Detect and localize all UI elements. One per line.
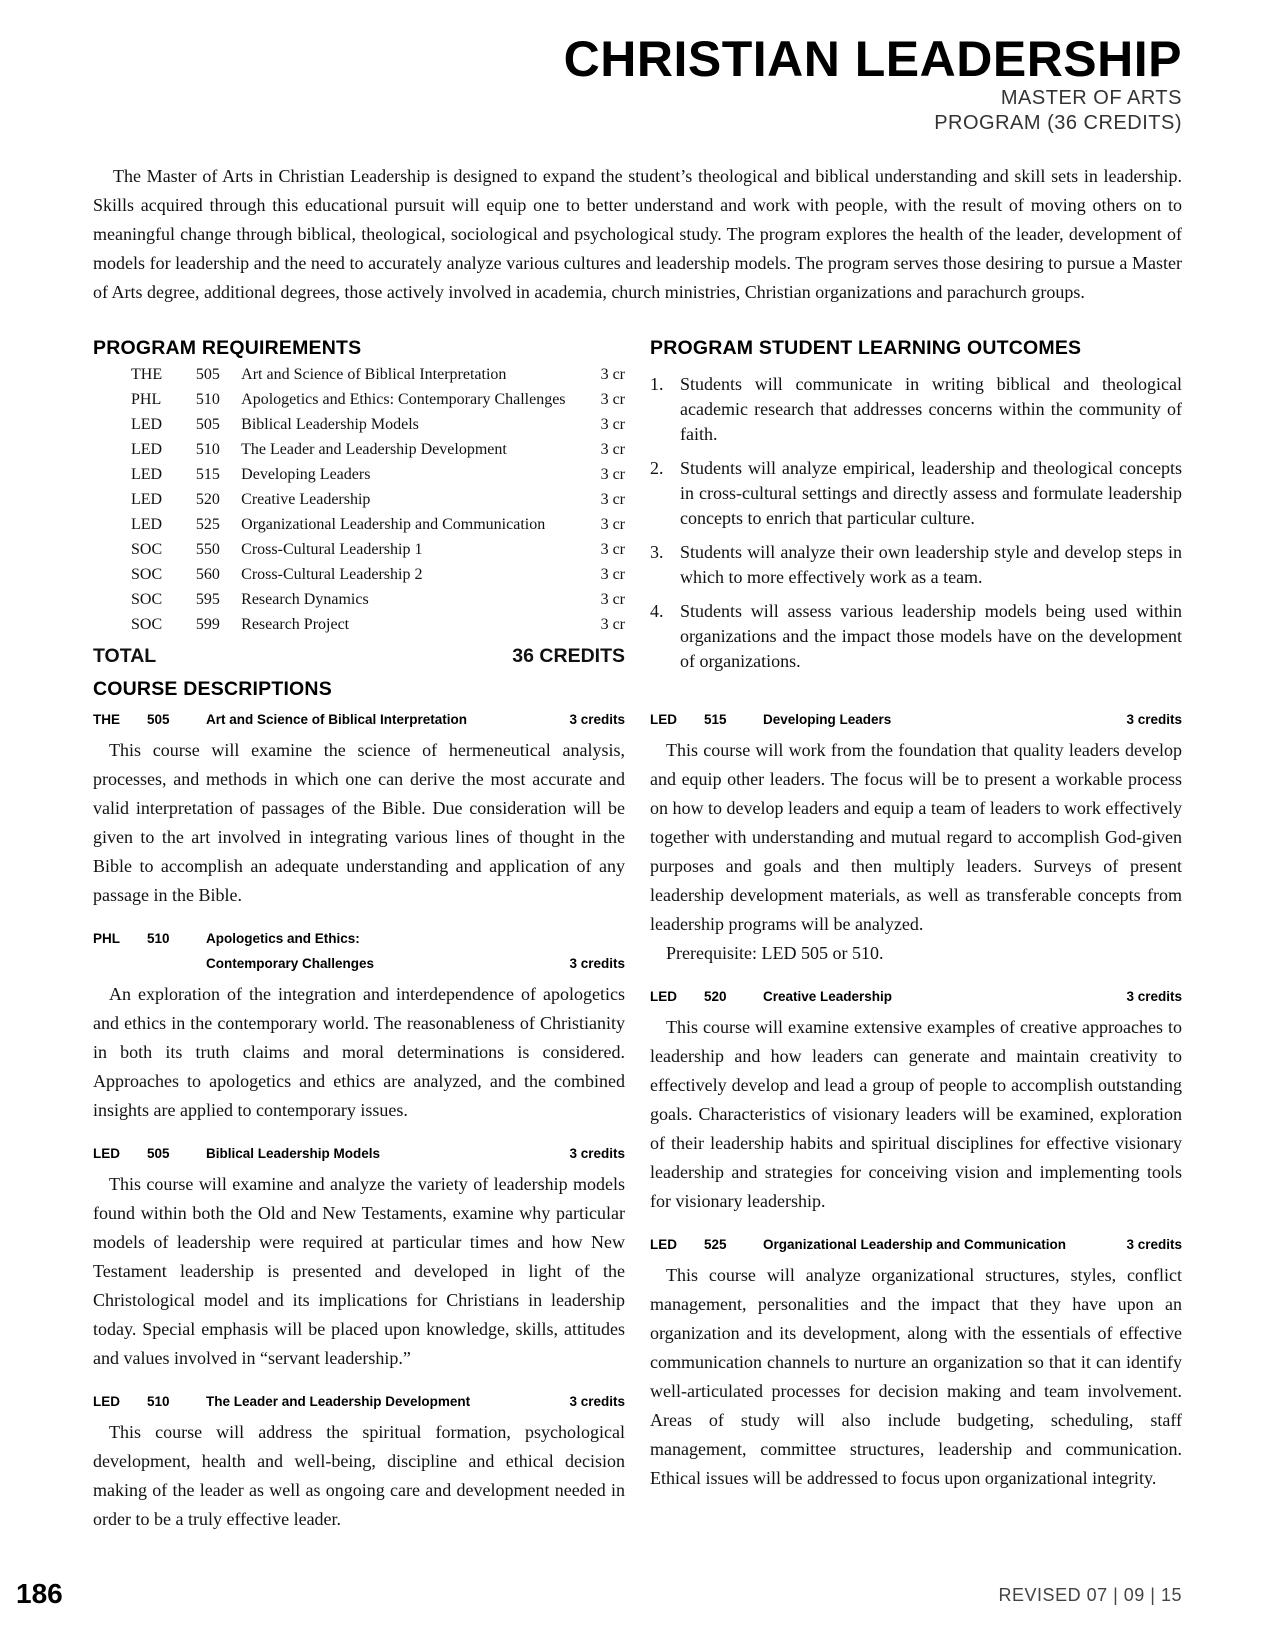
- course-prefix: LED: [650, 712, 677, 727]
- outcome-text: Students will communicate in writing biblical and theological academic research that addresses concerns within the community of faith.: [680, 374, 1182, 444]
- course-descriptions-heading: COURSE DESCRIPTIONS: [93, 678, 332, 700]
- course-description: This course will examine extensive examples of creative approaches to leadership and how leaders can generate and maintain creativity to effectively develop and lead a group of people to accomplish outstanding goals. Characteristics of visionary leaders will be examined, exploration of their leadership habits and spiritual disciplines for effective visionary leadership and strategies for conceiving vision and implementing tools for visionary leadership.: [650, 1017, 1182, 1211]
- requirement-row: [131, 537, 625, 562]
- course-number: 595: [195, 590, 220, 608]
- outcomes-list: [650, 372, 1182, 674]
- course-number: 515: [704, 712, 727, 727]
- course-number: 510: [147, 1394, 170, 1409]
- requirement-row: [131, 562, 625, 587]
- course-title: Biblical Leadership Models: [241, 415, 419, 433]
- course-number: 525: [704, 1237, 727, 1252]
- course-descriptions-right: [650, 707, 1182, 1509]
- program-requirements-section: [93, 336, 625, 668]
- course-prefix: LED: [93, 1394, 120, 1409]
- course-number: 510: [147, 931, 170, 946]
- course-credits: 3 credits: [1126, 1237, 1182, 1252]
- outcome-item: [650, 372, 1182, 447]
- total-value: 36 CREDITS: [512, 645, 625, 667]
- course-prefix: LED: [131, 440, 163, 458]
- course-header: [93, 926, 625, 951]
- course-prefix: SOC: [131, 590, 163, 608]
- course-prefix: SOC: [131, 565, 163, 583]
- course-number: 515: [195, 465, 220, 483]
- course-block: [93, 1141, 625, 1373]
- total-row: [93, 645, 625, 668]
- course-title: Organizational Leadership and Communication: [763, 1237, 1067, 1252]
- outcome-item: [650, 599, 1182, 674]
- learning-outcomes-heading: PROGRAM STUDENT LEARNING OUTCOMES: [650, 337, 1082, 359]
- course-header-continued: [93, 951, 625, 976]
- course-prefix: SOC: [131, 615, 163, 633]
- course-header: [650, 707, 1182, 732]
- course-credits: 3 cr: [600, 590, 625, 608]
- course-block: [93, 926, 625, 1125]
- outcome-text: Students will analyze empirical, leadership and theological concepts in cross-cultural settings and directly assess and formulate leadership concepts to enrich that particular culture.: [680, 458, 1182, 528]
- course-description: This course will examine and analyze the variety of leadership models found within both the Old and New Testaments, examine why particular models of leadership were required at particular times and how New Testament leadership is presented and developed in light of the Christological model and its implications for Christians in leadership today. Special emphasis will be placed upon knowledge, skills, attitudes and values involved in “servant leadership.”: [93, 1174, 625, 1368]
- course-title: Art and Science of Biblical Interpretation: [241, 365, 507, 383]
- course-title-continued: Contemporary Challenges: [206, 956, 375, 971]
- course-prefix: LED: [131, 515, 163, 533]
- course-block: [650, 1232, 1182, 1493]
- course-prefix: THE: [93, 712, 120, 727]
- requirement-row: [131, 412, 625, 437]
- course-title: Cross-Cultural Leadership 2: [241, 565, 423, 583]
- course-prefix: THE: [131, 365, 163, 383]
- outcome-number: 4.: [650, 601, 664, 621]
- course-credits: 3 cr: [600, 440, 625, 458]
- course-number: 560: [195, 565, 220, 583]
- course-description: An exploration of the integration and interdependence of apologetics and ethics in the contemporary world. The reasonableness of Christianity in both its truth claims and moral determinations is considered. Approaches to apologetics and ethics are analyzed, and the combined insights are applied to contemporary issues.: [93, 984, 625, 1120]
- requirement-row: [131, 462, 625, 487]
- course-prefix: LED: [650, 989, 677, 1004]
- course-credits: 3 credits: [569, 956, 625, 971]
- course-prefix: PHL: [93, 931, 120, 946]
- course-credits: 3 credits: [569, 1394, 625, 1409]
- requirement-row: [131, 437, 625, 462]
- spacer: [93, 951, 147, 976]
- course-block: [93, 707, 625, 910]
- requirement-row: [131, 587, 625, 612]
- outcome-number: 2.: [650, 458, 664, 478]
- course-number: 505: [195, 365, 220, 383]
- requirements-table: [131, 362, 625, 637]
- page-number: 186: [16, 1578, 63, 1609]
- course-prefix: SOC: [131, 540, 163, 558]
- revised-date: REVISED 07 | 09 | 15: [998, 1585, 1182, 1605]
- course-prefix: PHL: [131, 390, 162, 408]
- course-credits: 3 cr: [600, 465, 625, 483]
- course-credits: 3 credits: [569, 712, 625, 727]
- program-requirements-heading: PROGRAM REQUIREMENTS: [93, 337, 362, 359]
- requirement-row: [131, 387, 625, 412]
- course-header: [93, 1389, 625, 1414]
- course-title: Art and Science of Biblical Interpretation: [206, 712, 468, 727]
- course-credits: 3 cr: [600, 365, 625, 383]
- degree-subtitle: MASTER OF ARTS: [1000, 87, 1182, 109]
- course-title: Biblical Leadership Models: [206, 1146, 381, 1161]
- course-credits: 3 cr: [600, 415, 625, 433]
- total-label: TOTAL: [93, 645, 157, 667]
- course-descriptions-left: [93, 707, 625, 1550]
- course-title: Research Dynamics: [241, 590, 369, 608]
- course-credits: 3 cr: [600, 390, 625, 408]
- requirement-row: [131, 487, 625, 512]
- course-title: Developing Leaders: [763, 712, 892, 727]
- program-subtitle: PROGRAM (36 CREDITS): [934, 112, 1182, 134]
- course-number: 510: [195, 390, 220, 408]
- course-credits: 3 cr: [600, 540, 625, 558]
- outcome-text: Students will analyze their own leadership style and develop steps in which to more effectively work as a team.: [680, 542, 1182, 587]
- page-header: [564, 32, 1182, 136]
- course-title: Organizational Leadership and Communication: [241, 515, 546, 533]
- course-credits: 3 cr: [600, 565, 625, 583]
- course-credits: 3 credits: [569, 1146, 625, 1161]
- course-title: The Leader and Leadership Development: [206, 1394, 471, 1409]
- outcome-item: [650, 540, 1182, 590]
- course-prefix: LED: [650, 1237, 677, 1252]
- course-title: Developing Leaders: [241, 465, 371, 483]
- course-number: 505: [147, 712, 170, 727]
- course-number: 520: [195, 490, 220, 508]
- course-descriptions-heading-wrap: [93, 677, 625, 701]
- course-number: 505: [147, 1146, 170, 1161]
- course-block: [650, 984, 1182, 1216]
- course-header: [93, 707, 625, 732]
- course-number: 525: [195, 515, 220, 533]
- course-title: Research Project: [241, 615, 350, 633]
- course-number: 510: [195, 440, 220, 458]
- course-prefix: LED: [131, 465, 163, 483]
- course-title: Apologetics and Ethics: Contemporary Challenges: [241, 390, 566, 408]
- outcome-number: 1.: [650, 374, 664, 394]
- course-prerequisite: Prerequisite: LED 505 or 510.: [666, 943, 884, 963]
- course-number: 599: [195, 615, 220, 633]
- course-title: Apologetics and Ethics:: [206, 931, 360, 946]
- course-title: The Leader and Leadership Development: [241, 440, 507, 458]
- course-prefix: LED: [131, 490, 163, 508]
- course-title: Creative Leadership: [241, 490, 371, 508]
- course-prefix: LED: [131, 415, 163, 433]
- course-number: 550: [195, 540, 220, 558]
- outcome-item: [650, 456, 1182, 531]
- course-number: 520: [704, 989, 727, 1004]
- course-header: [650, 1232, 1182, 1257]
- spacer: [147, 951, 206, 976]
- course-credits: 3 credits: [1126, 712, 1182, 727]
- course-block: [650, 707, 1182, 968]
- course-header: [650, 984, 1182, 1009]
- requirement-row: [131, 362, 625, 387]
- course-description: This course will examine the science of hermeneutical analysis, processes, and methods in which one can derive the most accurate and valid interpretation of passages of the Bible. Due consideration will be given to the art involved in integrating various lines of thought in the Bible to accomplish an adequate understanding and application of any passage in the Bible.: [93, 740, 625, 905]
- course-credits: 3 cr: [600, 615, 625, 633]
- learning-outcomes-section: [650, 336, 1182, 683]
- course-header: [93, 1141, 625, 1166]
- course-credits: 3 credits: [1126, 989, 1182, 1004]
- course-number: 505: [195, 415, 220, 433]
- outcome-text: Students will assess various leadership models being used within organizations and the impact those models have on the development of organizations.: [680, 601, 1182, 671]
- course-description: This course will address the spiritual formation, psychological development, health and well-being, discipline and ethical decision making of the leader as well as ongoing care and development needed in order to be a truly effective leader.: [93, 1422, 625, 1529]
- requirement-row: [131, 612, 625, 637]
- requirement-row: [131, 512, 625, 537]
- course-prefix: LED: [93, 1146, 120, 1161]
- course-title: Cross-Cultural Leadership 1: [241, 540, 423, 558]
- course-block: [93, 1389, 625, 1534]
- course-title: Creative Leadership: [763, 989, 893, 1004]
- course-description: This course will work from the foundation that quality leaders develop and equip other leaders. The focus will be to present a workable process on how to develop leaders and equip a team of leaders to work effectively together with understanding and mutual regard to accomplish God-given purposes and goals and then multiply leaders. Surveys of present leadership development materials, as well as transferable concepts from leadership programs will be analyzed.: [650, 740, 1182, 934]
- course-credits: 3 cr: [600, 515, 625, 533]
- outcome-number: 3.: [650, 542, 664, 562]
- course-credits: 3 cr: [600, 490, 625, 508]
- intro-paragraph: The Master of Arts in Christian Leadership is designed to expand the student’s theological and biblical understanding and skill sets in leadership. Skills acquired through this educational pursuit will equip one to better understand and work with people, with the result of moving others on to meaningful change through biblical, theological, sociological and psychological study. The program explores the health of the leader, development of models for leadership and the need to accurately analyze various cultures and leadership models. The program serves those desiring to pursue a Master of Arts degree, additional degrees, those actively involved in academia, church ministries, Christian organizations and parachurch groups.: [93, 166, 1182, 302]
- page-title: CHRISTIAN LEADERSHIP: [563, 31, 1182, 87]
- course-description: This course will analyze organizational structures, styles, conflict management, personalities and the impact that they have upon an organization and its development, along with the essentials of effective communication channels to nurture an organization so that it can identify well-articulated processes for decision making and team involvement. Areas of study will also include budgeting, scheduling, staff management, committee structures, leadership and communication. Ethical issues will be addressed to focus upon organizational integrity.: [650, 1265, 1182, 1488]
